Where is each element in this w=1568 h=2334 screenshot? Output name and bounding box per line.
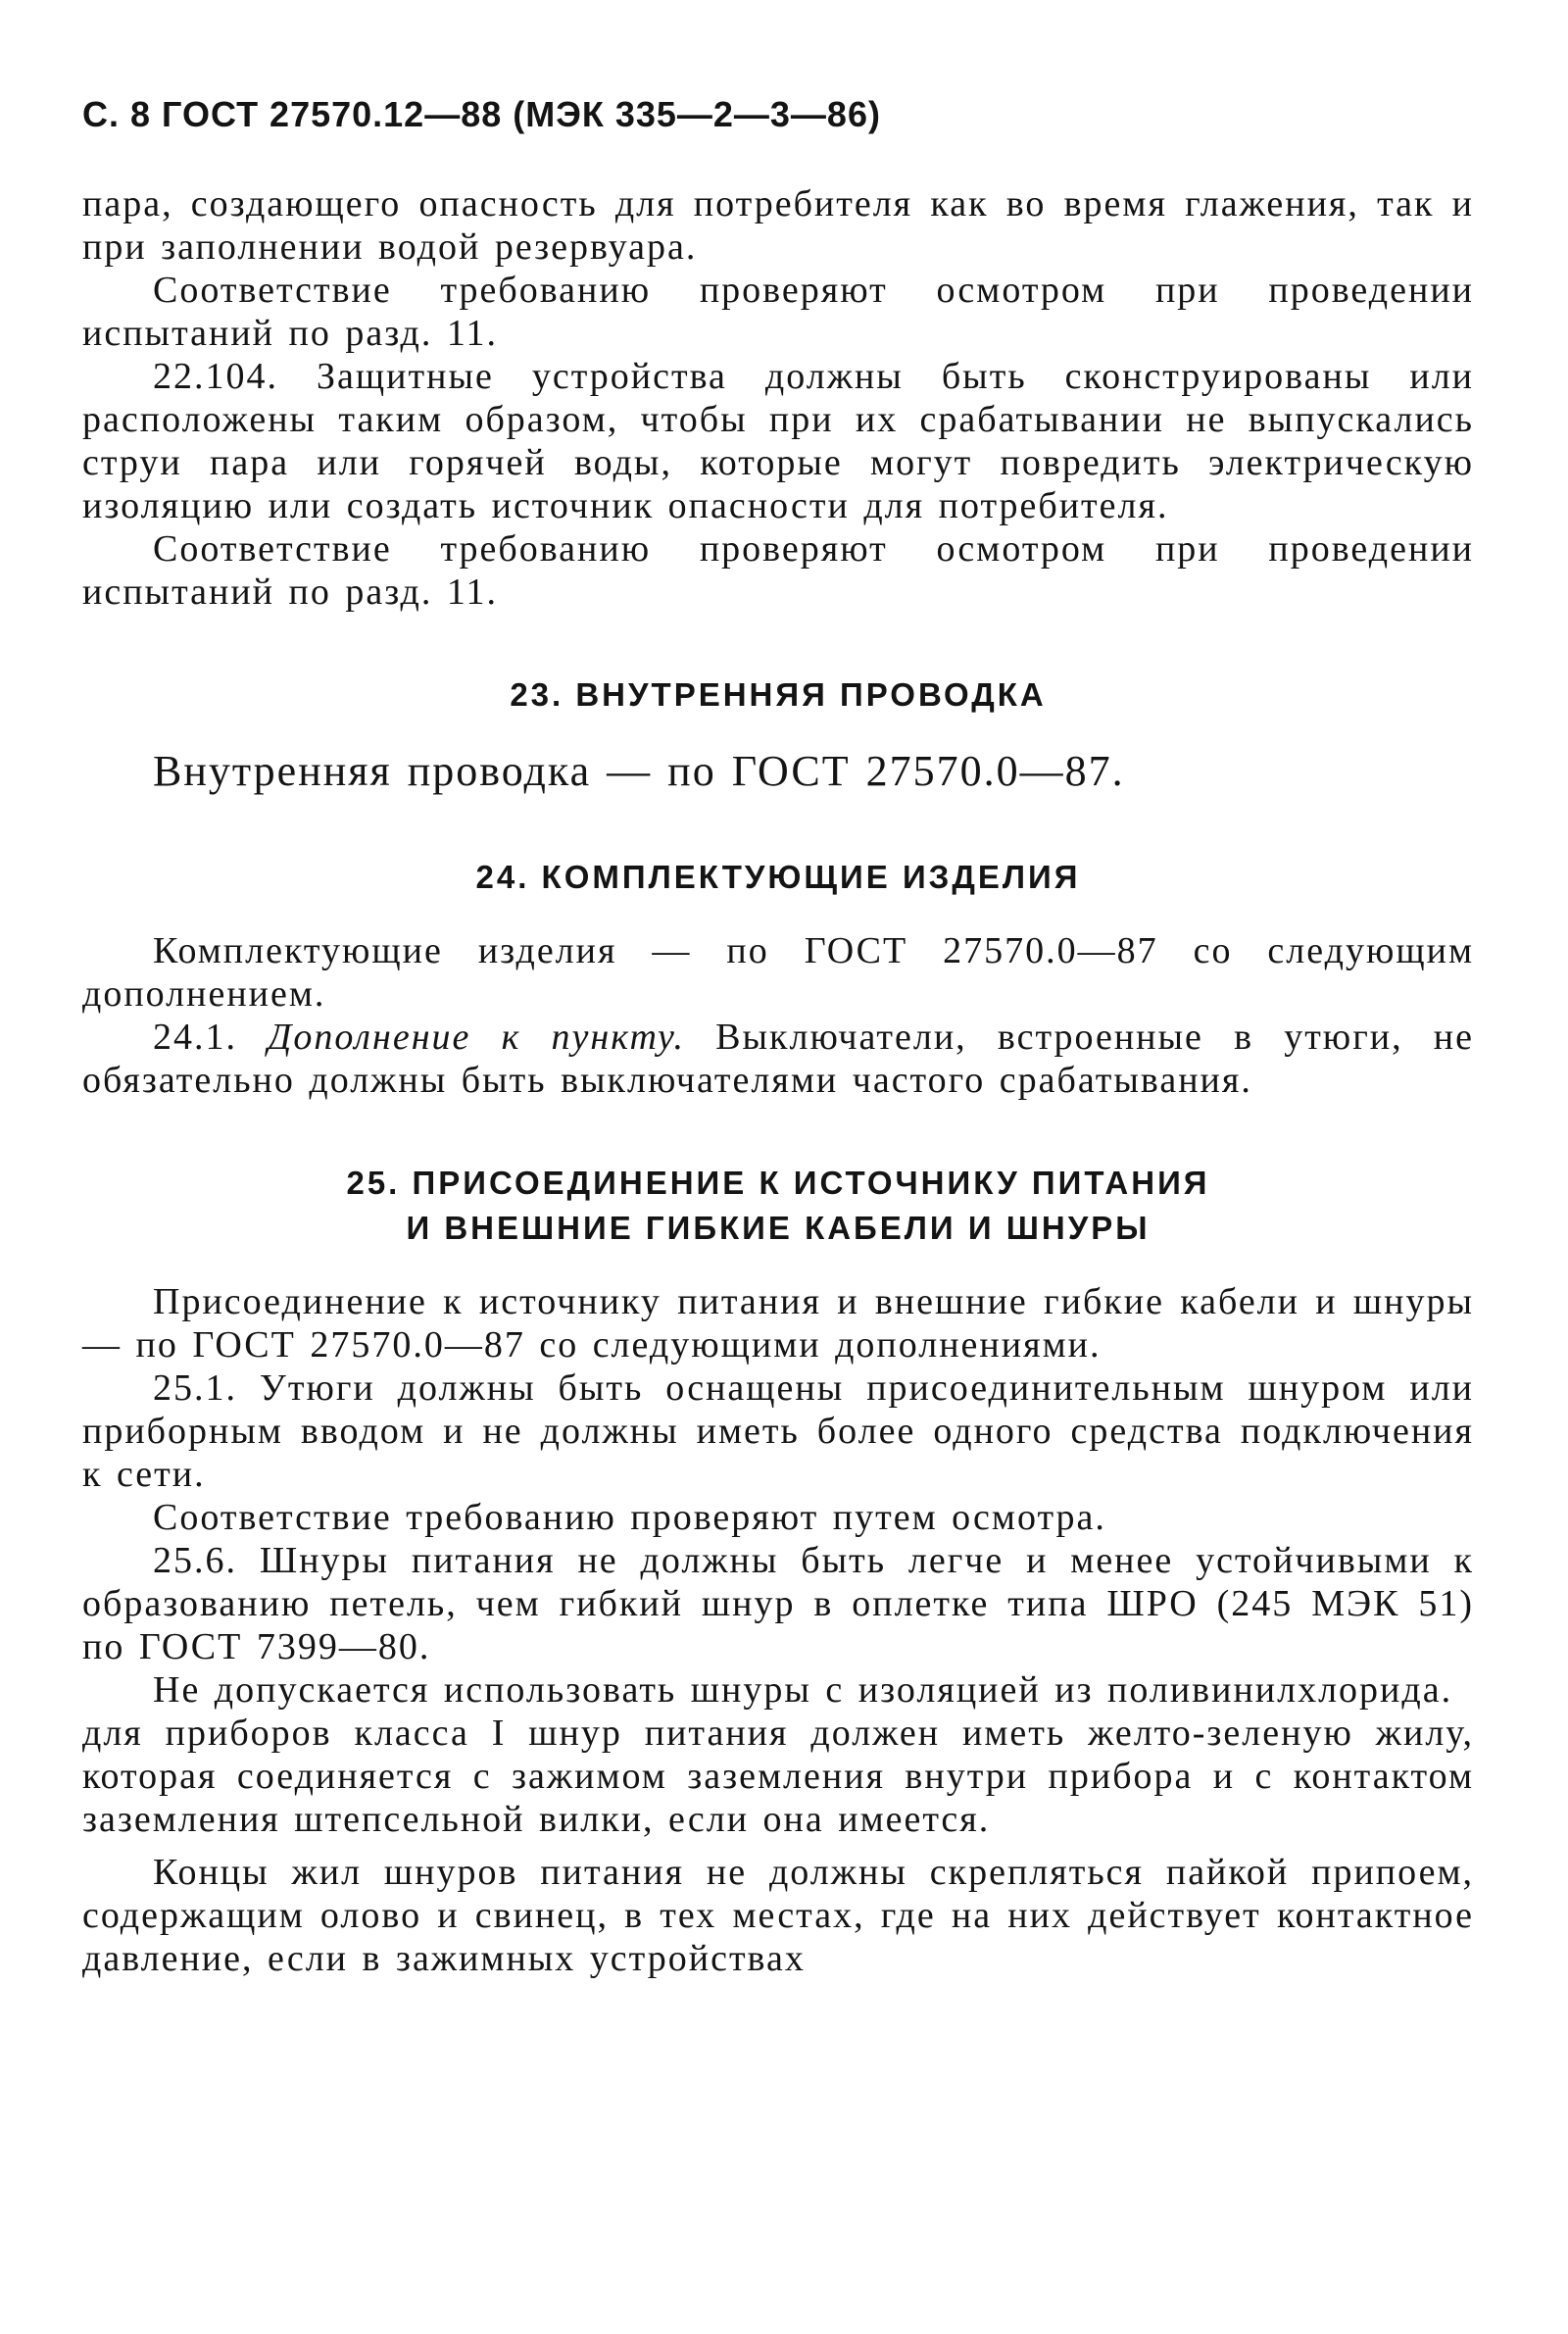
section-24-heading: 24. КОМПЛЕКТУЮЩИЕ ИЗДЕЛИЯ xyxy=(475,859,1081,895)
heading-line: 25. ПРИСОЕДИНЕНИЕ К ИСТОЧНИКУ ПИТАНИЯ xyxy=(346,1165,1210,1201)
clause-number: 24.1. xyxy=(153,1017,237,1058)
paragraph: Не допускается использовать шнуры с изоляцией из поливинилхлорида. xyxy=(153,1669,1453,1711)
clause-25-1: 25.1. Утюги должны быть оснащены присоединительным шнуром или приборным вводом и не должны иметь более одного средства подключения к сети. xyxy=(82,1367,1474,1495)
paragraph: Соответствие требованию проверяют путем осмотра. xyxy=(153,1497,1106,1538)
paragraph: Присоединение к источнику питания и внешние гибкие кабели и шнуры — по ГОСТ 27570.0—87 со следующими дополнениями. xyxy=(82,1281,1474,1366)
paragraph: Внутренняя проводка — по ГОСТ 27570.0—87. xyxy=(153,747,1125,795)
paragraph: Соответствие требованию проверяют осмотром при проведении испытаний по разд. 11. xyxy=(82,528,1474,613)
clause-22-104: 22.104. Защитные устройства должны быть сконструированы или расположены таким образом, чтобы при их срабатывании не выпускались струи пара или горячей воды, которые могут повредить электрическую изоляцию или создать источник опасности для потребителя. xyxy=(82,356,1474,526)
clause-25-6: 25.6. Шнуры питания не должны быть легче и менее устойчивыми к образованию петель, чем гибкий шнур в оплетке типа ШРО (245 МЭК 51) по ГОСТ 7399—80. xyxy=(82,1540,1474,1667)
clause-24-1 xyxy=(82,1016,1474,1102)
clause-emphasis: Дополнение к пункту. xyxy=(268,1017,685,1058)
heading-line: И ВНЕШНИЕ ГИБКИЕ КАБЕЛИ И ШНУРЫ xyxy=(406,1210,1151,1246)
section-23-heading: 23. ВНУТРЕННЯЯ ПРОВОДКА xyxy=(510,676,1047,713)
section-25-heading xyxy=(82,1161,1474,1251)
paragraph: Концы жил шнуров питания не должны скрепляться пайкой припоем, содержащим олово и свинец, в тех местах, где на них действует контактное давление, если в зажимных устройствах xyxy=(82,1852,1474,1979)
paragraph: для приборов класса I шнур питания должен иметь желто-зеленую жилу, которая соединяется с зажимом заземления внутри прибора и с контактом заземления штепсельной вилки, если она имеется. xyxy=(82,1713,1474,1840)
page-header: С. 8 ГОСТ 27570.12—88 (МЭК 335—2—3—86) xyxy=(82,94,881,134)
paragraph: пара, создающего опасность для потребителя как во время глажения, так и при заполнении водой резервуара. xyxy=(82,183,1474,268)
clause-text: Выключатели, встроенные в утюги, не обязательно должны быть выключателями частого срабатывания. xyxy=(82,1017,1474,1101)
paragraph: Соответствие требованию проверяют осмотром при проведении испытаний по разд. 11. xyxy=(82,270,1474,354)
paragraph: Комплектующие изделия — по ГОСТ 27570.0—87 со следующим дополнением. xyxy=(82,930,1474,1015)
